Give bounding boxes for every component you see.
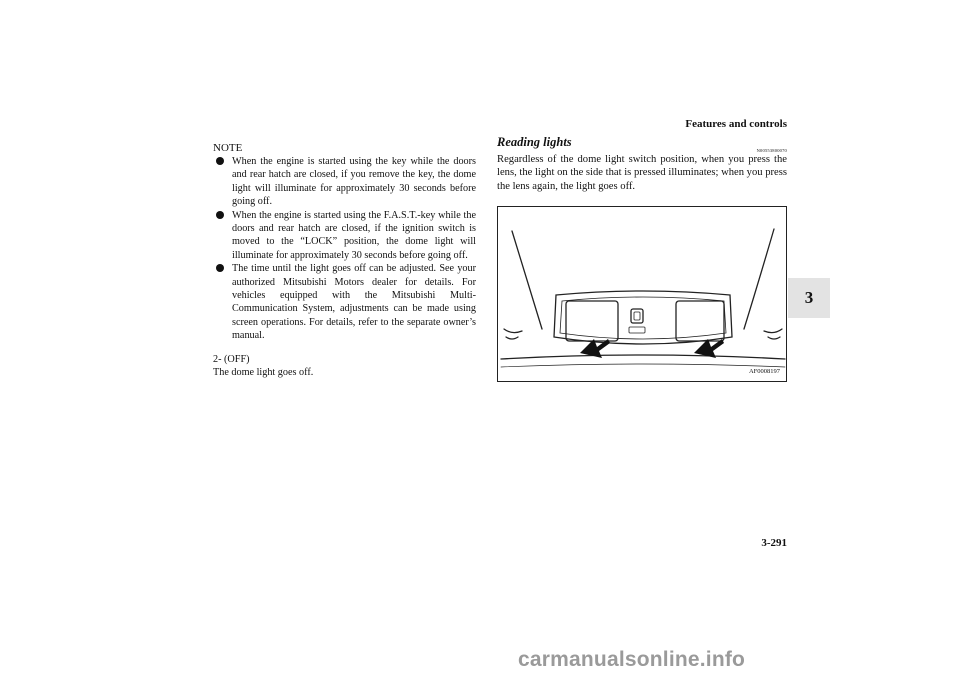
page-number: 3-291 xyxy=(761,537,787,549)
section-heading-row xyxy=(497,136,787,153)
note-item xyxy=(213,262,476,342)
note-item xyxy=(213,209,476,263)
note-label: NOTE xyxy=(213,142,243,154)
bullet-icon xyxy=(216,264,224,272)
chapter-tab xyxy=(788,278,830,318)
note-column xyxy=(213,142,476,380)
reading-lights-illustration xyxy=(497,206,787,382)
section-code: N00553800070 xyxy=(756,148,787,153)
note-item xyxy=(213,155,476,209)
section-body: Regardless of the dome light switch position, when you press the lens, the light on the side that is pressed illuminates; when you press the lens again, the light goes off. xyxy=(497,154,787,192)
off-mode-block xyxy=(213,353,476,380)
note-item-text: When the engine is started using the F.A.S.T.-key while the doors and rear hatch are closed, if the ignition switch is moved to the “LOCK” position, the dome light will illuminate for approximately 30 seconds before going off. xyxy=(232,209,476,261)
bullet-icon xyxy=(216,157,224,165)
reading-lights-section xyxy=(497,136,787,193)
chapter-number: 3 xyxy=(804,288,814,307)
off-mode-label: 2- (OFF) xyxy=(213,353,250,365)
off-mode-description: The dome light goes off. xyxy=(213,367,314,379)
running-header-title: Features and controls xyxy=(685,118,787,130)
overhead-console-drawing xyxy=(498,207,788,383)
note-item-text: The time until the light goes off can be adjusted. See your authorized Mitsubishi Motors dealer for details. For vehicles equipped with the Mitsubishi Multi-Communication System, adjustments can be made using screen operations. For details, refer to the separate owner’s manual. xyxy=(232,263,476,342)
note-item-text: When the engine is started using the key while the doors and rear hatch are closed, if you remove the key, the dome light will illuminate for approximately 30 seconds before going off. xyxy=(232,156,476,208)
bullet-icon xyxy=(216,211,224,219)
figure-code: AF0008197 xyxy=(748,368,780,375)
watermark-text: carmanualsonline.info xyxy=(518,648,746,671)
section-title: Reading lights xyxy=(497,135,572,149)
note-list xyxy=(213,155,476,343)
